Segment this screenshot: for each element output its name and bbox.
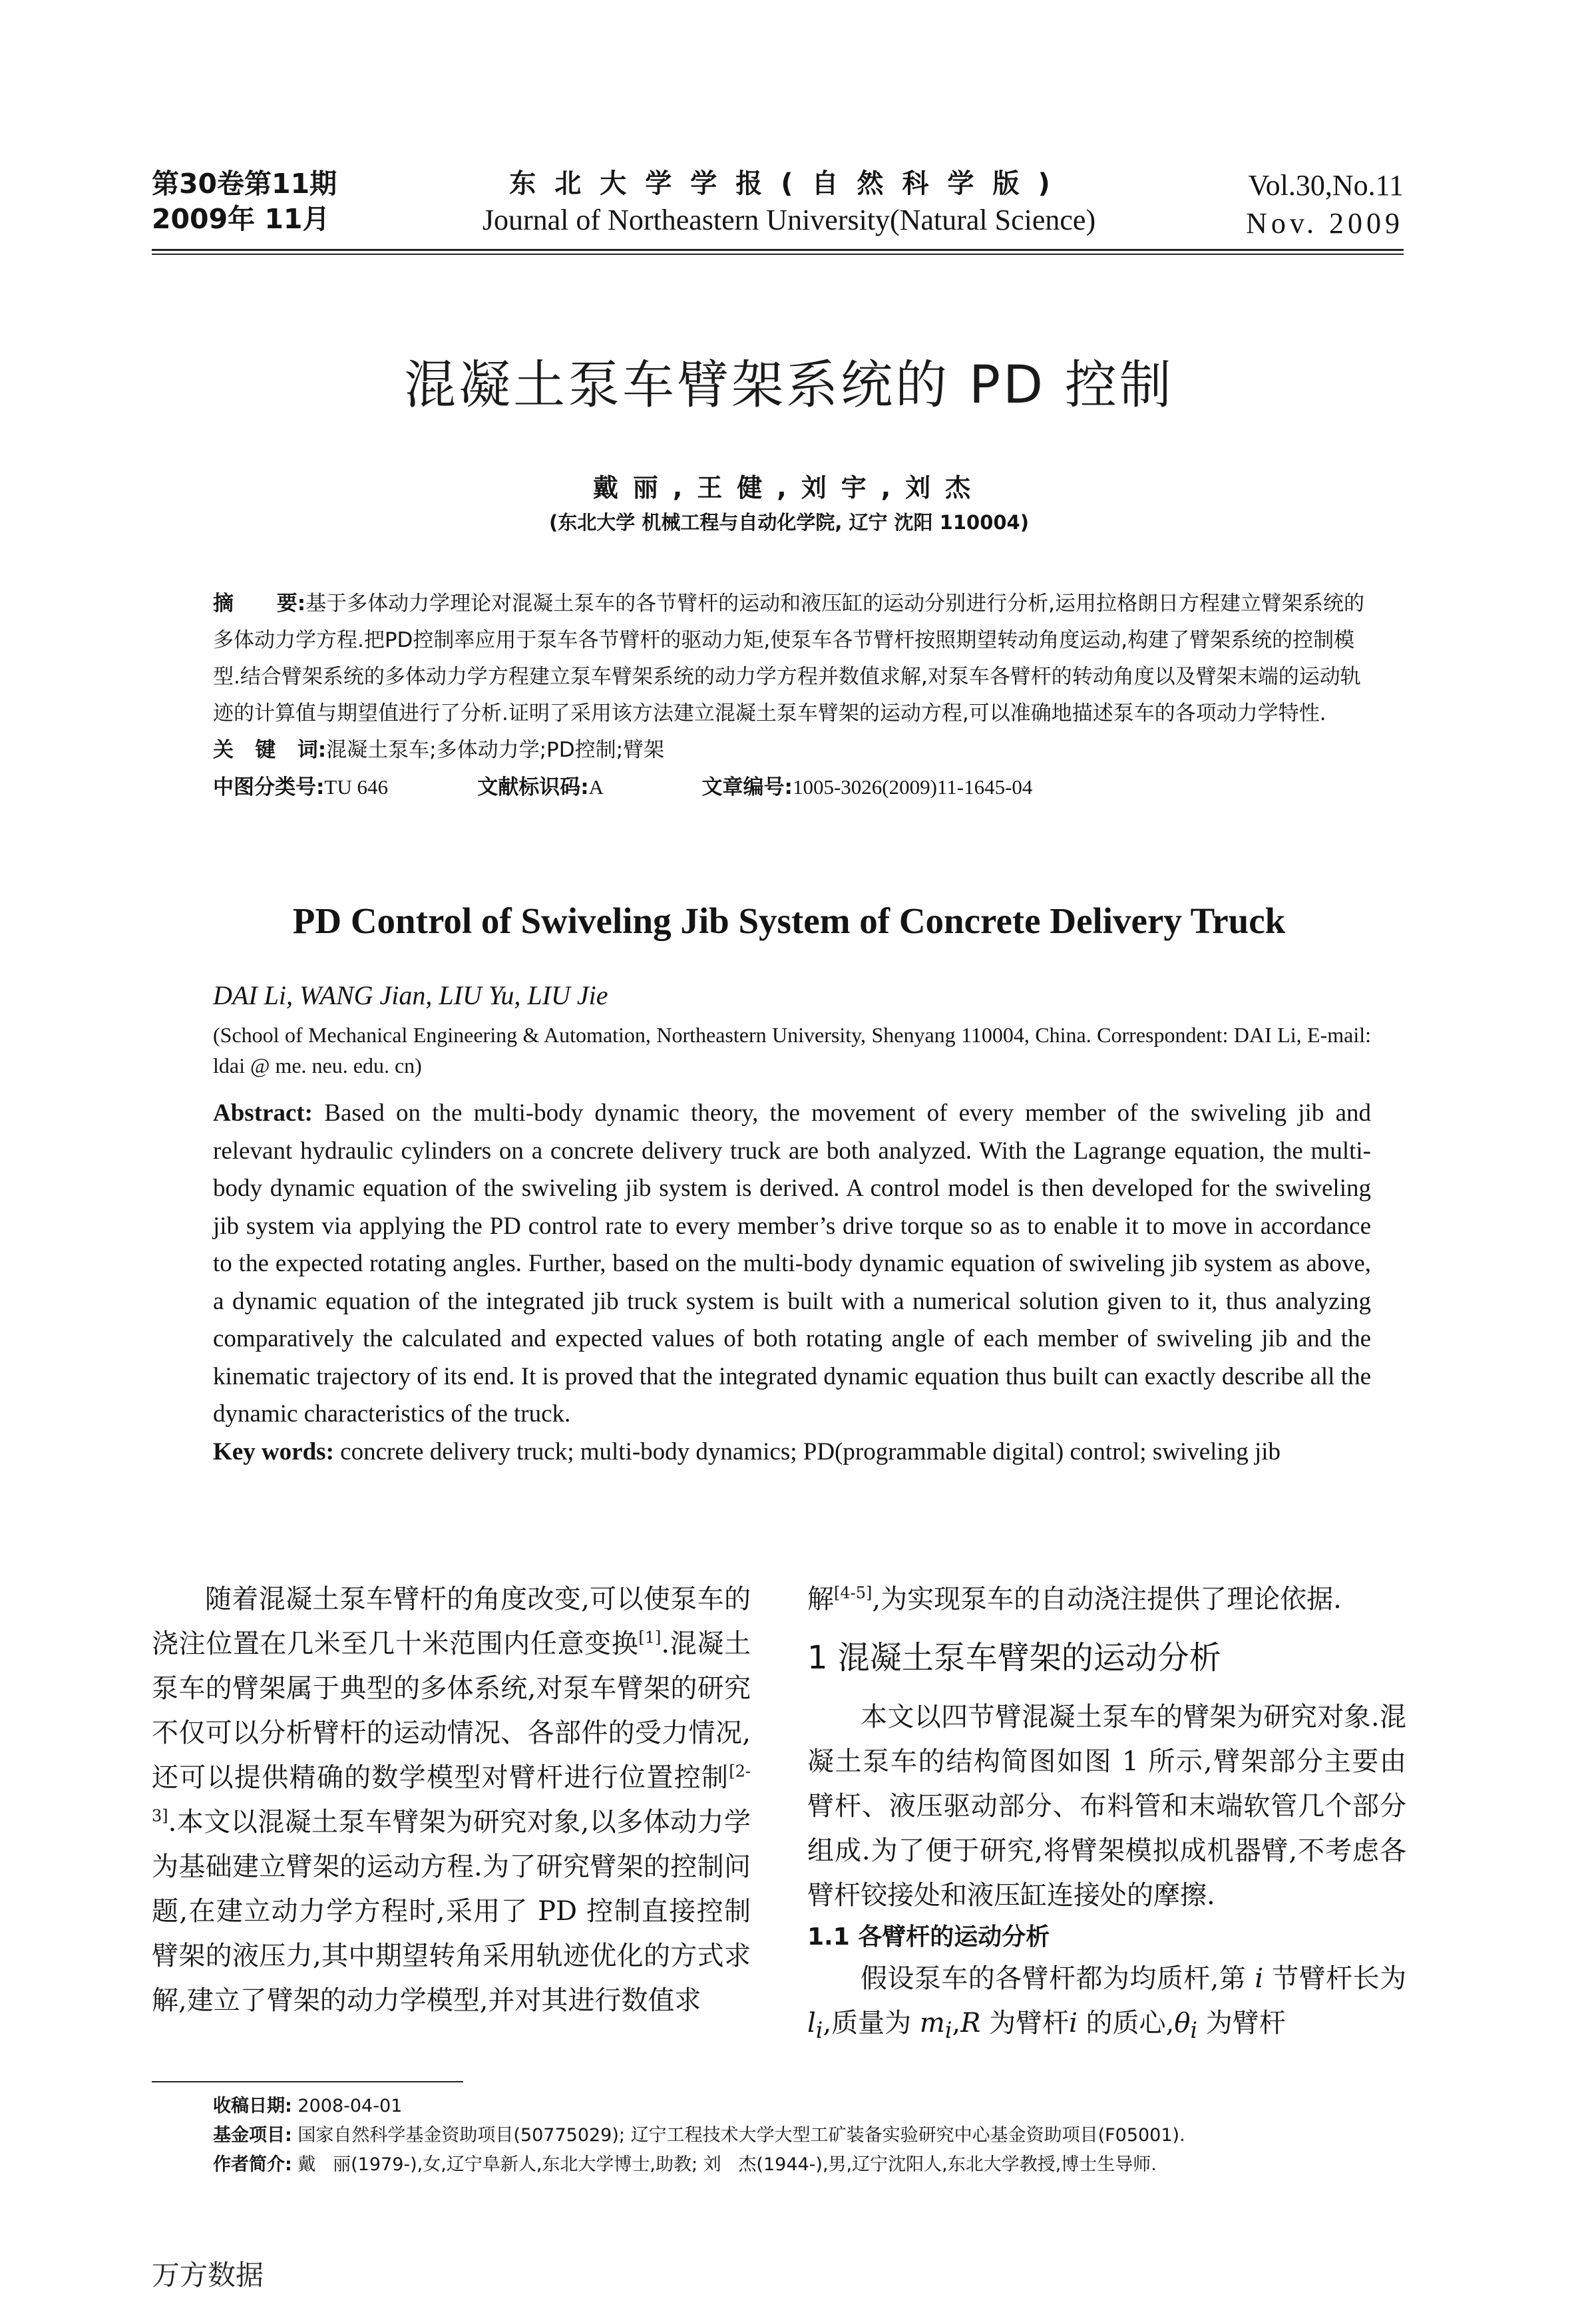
text-seg: 为臂杆 — [980, 2008, 1070, 2038]
keywords-en-label: Key words: — [213, 1438, 334, 1465]
keywords-en — [213, 1434, 1371, 1471]
var-m: m — [919, 2008, 945, 2038]
footnote-fund — [213, 2121, 1411, 2150]
footnote-rule — [152, 2081, 463, 2082]
text-seg: 假设泵车的各臂杆都为均质杆,第 — [861, 1963, 1255, 1994]
journal-name-cn: 东北大学学报(自然科学版) — [509, 168, 1069, 199]
footnotes — [213, 2092, 1411, 2180]
section1-paragraph: 本文以四节臂混凝土泵车的臂架为研究对象.混凝土泵车的结构简图如图 1 所示,臂架部分主要由臂杆、液压驱动部分、布料管和末端软管几个部分组成.为了便于研究,将臂架模拟成机器臂,不考虑各臂杆铰接处和液压缸连接处的摩擦. — [807, 1702, 1406, 1911]
subsection1-paragraph — [807, 1957, 1406, 2052]
footnote-received — [213, 2092, 1411, 2121]
keywords-cn-label: 关 键 词: — [213, 738, 327, 762]
article-id-label: 文章编号: — [701, 775, 793, 799]
affiliation-cn: (东北大学 机械工程与自动化学院, 辽宁 沈阳 110004) — [549, 511, 1029, 534]
citation-2-3: [2-3] — [152, 1762, 751, 1826]
text-seg: 为臂杆 — [1197, 2008, 1286, 2038]
var-i: i — [1255, 1963, 1264, 1994]
abstract-en-label: Abstract: — [213, 1099, 313, 1127]
watermark-text: 万方数据 — [152, 2259, 264, 2291]
clc-label: 中图分类号: — [213, 775, 325, 799]
footnote-author — [213, 2150, 1411, 2180]
clc-value: TU 646 — [324, 775, 388, 799]
citation-1: [1] — [638, 1628, 662, 1647]
text-seg: 的质心, — [1077, 2008, 1175, 2038]
author-label: 作者简介: — [213, 2154, 292, 2175]
header-rule-thin — [152, 254, 1404, 255]
intro-continuation — [807, 1577, 1406, 1622]
authors-cn: 戴丽,王健,刘宇,刘杰 — [592, 473, 986, 502]
doc-code-value: A — [588, 775, 604, 799]
doc-code-label: 文献标识码: — [477, 775, 589, 799]
received-label: 收稿日期: — [213, 2096, 292, 2116]
abstract-cn — [213, 586, 1371, 806]
issue-volume: 第30卷第11期 — [152, 168, 337, 200]
volume-number: Vol.30,No.11 — [1248, 169, 1404, 202]
issue-date: 2009年 11月 — [152, 203, 330, 236]
abstract-en — [213, 1095, 1371, 1471]
body-column-left — [152, 1577, 751, 2023]
classification-line — [213, 769, 1371, 806]
abstract-cn-text: 基于多体动力学理论对混凝土泵车的各节臂杆的运动和液压缸的运动分别进行分析,运用拉格朗日方程建立臂架系统的多体动力学方程.把PD控制率应用于泵车各节臂杆的驱动力矩,使泵车各节臂杆按照期望转动角度运动,构建了臂架系统的控制模型.结合臂架系统的多体动力学方程建立泵车臂架系统的动力学方程并数值求解,对泵车各臂杆的转动角度以及臂架末端的运动轨迹的计算值与期望值进行了分析.证明了采用该方法建立混凝土泵车臂架的运动方程,可以准确地描述泵车的各项动力学特性. — [213, 592, 1365, 725]
text-seg: ,质量为 — [823, 2008, 920, 2038]
abstract-en-body — [213, 1095, 1371, 1434]
paper-title-cn: 混凝土泵车臂架系统的 PD 控制 — [404, 355, 1174, 415]
var-i: i — [1069, 2008, 1078, 2038]
author-text: 戴 丽(1979-),女,辽宁阜新人,东北大学博士,助教; 刘 杰(1944-),男,辽宁沈阳人,东北大学教授,博士生导师. — [297, 2154, 1157, 2175]
intro-paragraph — [152, 1577, 751, 2023]
intro-text-3: .本文以混凝土泵车臂架为研究对象,以多体动力学为基础建立臂架的运动方程.为了研究臂架的控制问题,在建立动力学方程时,采用了 PD 控制直接控制臂架的液压力,其中期望转角采用轨迹优化的方式求解,建立了臂架的动力学模型,并对其进行数值求 — [152, 1807, 751, 2016]
body-column-right — [807, 1577, 1406, 2052]
fund-text: 国家自然科学基金资助项目(50775029); 辽宁工程技术大学大型工矿装备实验研究中心基金资助项目(F05001). — [297, 2125, 1185, 2146]
affiliation-en: (School of Mechanical Engineering & Automation, Northeastern University, Shenyang 110004, China. Correspondent: DAI Li, E-mail: ldai @ me. neu. edu. cn) — [213, 1023, 1371, 1077]
intro-text-1: 随着混凝土泵车臂杆的角度改变,可以使泵车的浇注位置在几米至几十米范围内任意变换 — [152, 1584, 751, 1659]
journal-name-en: Journal of Northeastern University(Natural Science) — [482, 204, 1096, 236]
var-theta: θ — [1174, 2008, 1191, 2038]
keywords-cn — [213, 732, 1371, 769]
abstract-en-text: Based on the multi-body dynamic theory, the movement of every member of the swiveling jib and relevant hydraulic cylinders on a concrete delivery truck are both analyzed. With the Lagrange equation, the multi-body dynamic equation of the swiveling jib system is derived. A control model is then developed for the swiveling jib system via applying the PD control rate to every member’s drive torque so as to enable it to move in accordance to the expected rotating angles. Further, based on the multi-body dynamic equation of swiveling jib system as above, a dynamic equation of the integrated jib truck system is built with a numerical solution given to it, thus analyzing comparatively the calculated and expected values of both rotating angle of each member of swiveling jib and the kinematic trajectory of its end. It is proved that the integrated dynamic equation thus built can exactly describe all the dynamic characteristics of the truck. — [213, 1099, 1372, 1428]
article-id-value: 1005-3026(2009)11-1645-04 — [792, 775, 1033, 799]
keywords-en-text: concrete delivery truck; multi-body dynamics; PD(programmable digital) control; swiveling jib — [340, 1438, 1281, 1465]
volume-date: Nov. 2009 — [1246, 207, 1404, 240]
received-date: 2008-04-01 — [297, 2096, 403, 2116]
text-seg: , — [952, 2008, 961, 2038]
intro-text-2: .混凝土泵车的臂架属于典型的多体系统,对泵车臂架的研究不仅可以分析臂杆的运动情况、各部件的受力情况,还可以提供精确的数学模型对臂杆进行位置控制 — [152, 1629, 751, 1793]
var-l: l — [807, 2008, 816, 2038]
fund-label: 基金项目: — [213, 2125, 292, 2146]
text-seg: 节臂杆长为 — [1263, 1963, 1406, 1994]
abstract-cn-label: 摘 要: — [213, 592, 306, 616]
var-R: R — [960, 2008, 981, 2038]
var-theta-sub: i — [1190, 2017, 1198, 2043]
keywords-cn-text: 混凝土泵车;多体动力学;PD控制;臂架 — [326, 738, 665, 762]
intro-text-5: ,为实现泵车的自动浇注提供了理论依据. — [872, 1584, 1342, 1615]
section-heading-1: 1 混凝土泵车臂架的运动分析 — [807, 1639, 1221, 1676]
volume-info — [1246, 166, 1404, 242]
var-m-sub: i — [944, 2017, 952, 2043]
paper-title-en: PD Control of Swiveling Jib System of Concrete Delivery Truck — [292, 900, 1286, 941]
var-l-sub: i — [815, 2017, 823, 2043]
subsection-heading-1-1: 1.1 各臂杆的运动分析 — [807, 1923, 1050, 1951]
citation-4-5: [4-5] — [834, 1583, 873, 1603]
abstract-cn-body — [213, 586, 1371, 732]
intro-text-4: 解 — [807, 1584, 834, 1615]
authors-en: DAI Li, WANG Jian, LIU Yu, LIU Jie — [213, 980, 608, 1010]
header-rule — [152, 249, 1404, 251]
